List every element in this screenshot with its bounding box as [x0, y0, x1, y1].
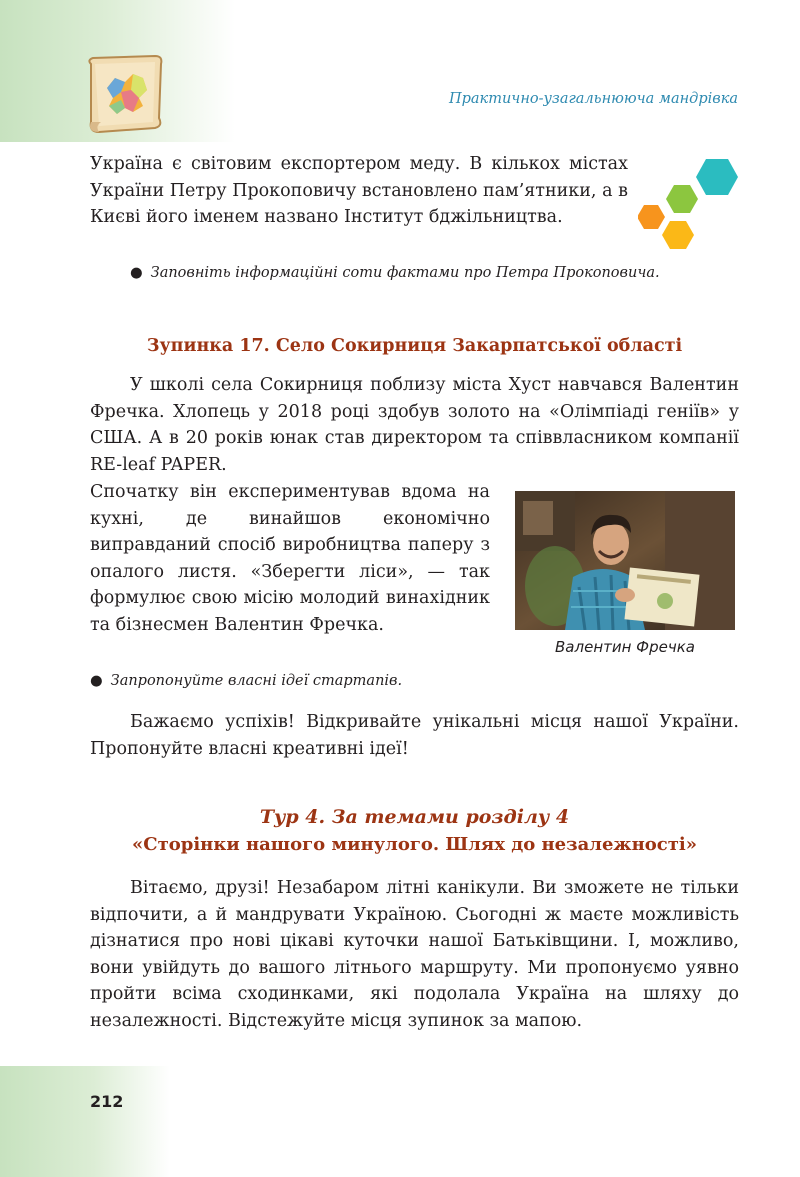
tour-4-subtitle: «Сторінки нашого минулого. Шлях до незалежності» [132, 834, 697, 855]
stop-17-heading: Зупинка 17. Село Сокирниця Закарпатської області [146, 336, 683, 356]
bullet-icon: ● [130, 265, 143, 281]
intro-task-text: Заповніть інформаційні соти фактами про Петра Прокоповича. [150, 265, 660, 281]
honeycomb-icon [638, 155, 743, 255]
tour-4-paragraph: Вітаємо, друзі! Незабаром літні канікули. Ви зможете не тільки відпочити, а й мандрувати Україною. Сьогодні ж маєте можливість дізнатися про нові цікаві куточки нашої Батьківщини. І, можливо, вони увійдуть до вашого літнього маршруту. Ми пропонуємо уявно пройти всіма сходинками, які подолала Україна на шляху до незалежності. Відстежуйте місця зупинок за мапою. [90, 878, 739, 1031]
stop-17-paragraph-bottom: Спочатку він експериментував вдома на кухні, де винайшов економічно виправданий спосіб виробництва паперу з опалого листя. «Зберегти ліси», — так формулює свою місію молодий винахідник та бізнесмен Валентин Фречка. [90, 482, 490, 635]
bullet-icon: ● [90, 673, 103, 689]
running-title: Практично-узагальнююча мандрівка [448, 91, 738, 107]
stop-17-paragraph-top: У школі села Сокирниця поблизу міста Хуст навчався Валентин Фречка. Хлопець у 2018 році здобув золото на «Олімпіаді геніїв» у США. А в 20 років юнак став директором та співвласником компанії RE-leaf PAPER. [90, 375, 739, 475]
intro-paragraph: Україна є світовим експортером меду. В кількох містах України Петру Прокоповичу встановлено пам’ятники, а в Києві його іменем названо Інститут бджільництва. [90, 154, 628, 227]
closing-paragraph: Бажаємо успіхів! Відкривайте унікальні місця нашої України. Пропонуйте власні креативні ідеї! [90, 712, 739, 759]
stop-17-task [90, 670, 510, 692]
photo-valentyn-frechka [515, 491, 735, 630]
photo-caption: Валентин Фречка [555, 638, 695, 656]
europe-map-scroll-icon [85, 52, 167, 136]
tour-4-title: Тур 4. За темами розділу 4 [259, 806, 570, 828]
stop-17-task-text: Запропонуйте власні ідеї стартапів. [110, 673, 403, 689]
intro-task [90, 262, 739, 284]
bottom-corner-decoration [0, 1066, 170, 1177]
page-number: 212 [90, 1092, 124, 1111]
